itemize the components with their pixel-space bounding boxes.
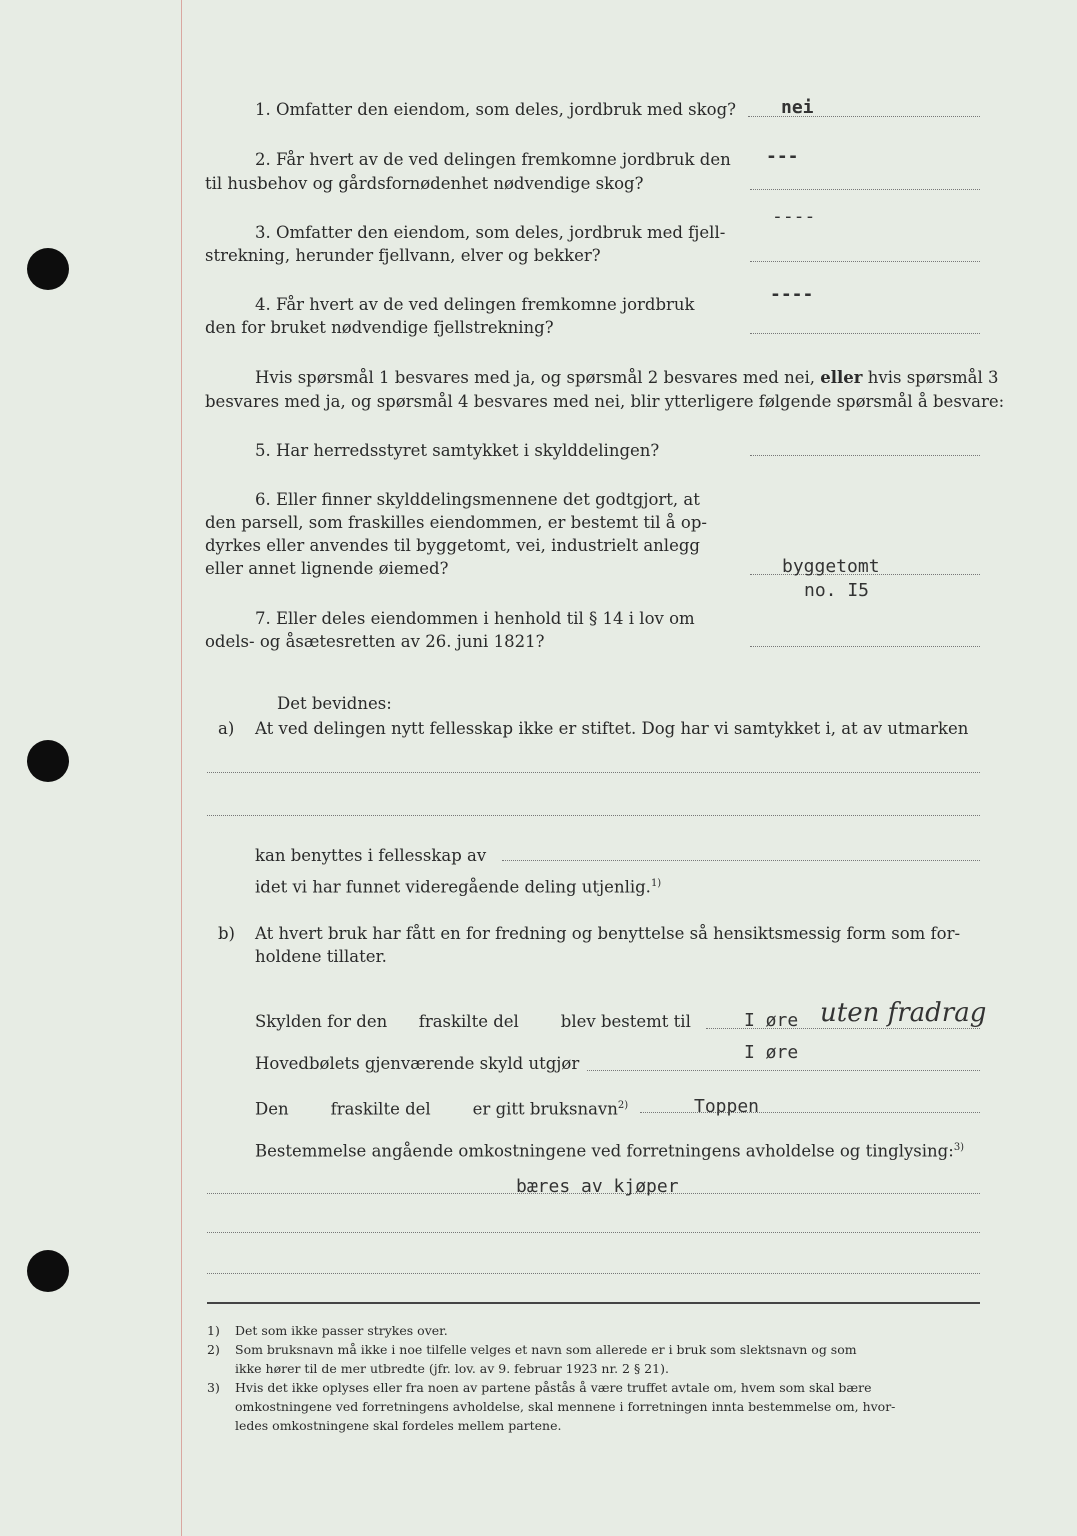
punch-hole <box>27 740 69 782</box>
question-6-line-4: eller annet lignende øiemed? <box>205 559 449 578</box>
fill-line <box>207 1273 980 1274</box>
footnote-2-mark: 2) <box>207 1342 220 1357</box>
question-5: 5. Har herredsstyret samtykket i skylddelingen? <box>255 441 660 460</box>
item-b-label: b) <box>218 924 235 943</box>
question-6-line-2: den parsell, som fraskilles eiendommen, er bestemt til å op- <box>205 513 707 532</box>
fill-line <box>587 1070 980 1071</box>
answer-4: ---- <box>770 284 814 305</box>
answer-2: --- <box>766 146 799 167</box>
question-3-line-1: 3. Omfatter den eiendom, som deles, jordbruk med fjell- <box>255 223 726 242</box>
answer-line <box>750 261 980 262</box>
footnote-2-line-2: ikke hører til de mer utbredte (jfr. lov. av 9. februar 1923 nr. 2 § 21). <box>235 1361 669 1376</box>
skyld-label: Skylden for den fraskilte del blev bestemt til <box>255 1012 691 1031</box>
answer-line <box>750 189 980 190</box>
item-a-label: a) <box>218 719 235 738</box>
hovedbol-value: I øre <box>744 1042 799 1063</box>
fill-line <box>207 1232 980 1233</box>
item-b-line-2: holdene tillater. <box>255 947 387 966</box>
fill-line <box>640 1112 980 1113</box>
bruksnavn-label: Den fraskilte del er gitt bruksnavn$^{2)}$ <box>255 1099 629 1119</box>
omkostning-label: Bestemmelse angående omkostningene ved forretningens avholdelse og tinglysing:$^{3)}$ <box>255 1141 965 1161</box>
footnote-1-mark: 1) <box>207 1323 220 1338</box>
answer-1: nei <box>781 97 814 118</box>
item-a-continuation-1: kan benyttes i fellesskap av <box>255 846 487 865</box>
question-4-line-1: 4. Får hvert av de ved delingen fremkomne jordbruk <box>255 295 695 314</box>
skyld-typed-value: I øre <box>744 1010 799 1031</box>
footnote-3-mark: 3) <box>207 1380 220 1395</box>
fill-line <box>207 815 980 816</box>
question-6-line-3: dyrkes eller anvendes til byggetomt, vei, industrielt anlegg <box>205 536 700 555</box>
question-7-line-2: odels- og åsætesretten av 26. juni 1821? <box>205 632 545 651</box>
skyld-handwritten-note: uten fradrag <box>820 998 987 1028</box>
footnote-divider <box>207 1302 980 1304</box>
question-1: 1. Omfatter den eiendom, som deles, jordbruk med skog? <box>255 100 736 119</box>
item-a-continuation-2: idet vi har funnet videregående deling utjenlig.$^{1)}$ <box>255 877 662 897</box>
question-7-line-1: 7. Eller deles eiendommen i henhold til § 14 i lov om <box>255 609 695 628</box>
item-a-text: At ved delingen nytt fellesskap ikke er stiftet. Dog har vi samtykket i, at av utmarken <box>255 719 969 738</box>
hovedbol-label: Hovedbølets gjenværende skyld utgjør <box>255 1054 580 1073</box>
answer-6-line-2: no. I5 <box>804 580 870 601</box>
item-b-line-1: At hvert bruk har fått en for fredning og benyttelse så hensiktsmessig form som for- <box>255 924 961 943</box>
condition-line-1: Hvis spørsmål 1 besvares med ja, og spørsmål 2 besvares med nei, eller hvis spørsmål 3 <box>255 368 999 387</box>
punch-hole <box>27 248 69 290</box>
question-6-line-1: 6. Eller finner skylddelingsmennene det godtgjort, at <box>255 490 700 509</box>
question-3-line-2: strekning, herunder fjellvann, elver og bekker? <box>205 246 601 265</box>
omkostning-value: bæres av kjøper <box>516 1176 679 1197</box>
answer-line <box>750 455 980 456</box>
answer-6-line-1: byggetomt <box>782 556 880 577</box>
bruksnavn-value: Toppen <box>694 1096 760 1117</box>
condition-line-2: besvares med ja, og spørsmål 4 besvares med nei, blir ytterligere følgende spørsmål å besvare: <box>205 392 1005 411</box>
question-4-line-2: den for bruket nødvendige fjellstrekning? <box>205 318 554 337</box>
margin-line <box>181 0 182 1536</box>
footnote-3-line-3: ledes omkostningene skal fordeles mellem partene. <box>235 1418 562 1433</box>
punch-hole <box>27 1250 69 1292</box>
footnote-3-line-2: omkostningene ved forretningens avholdelse, skal mennene i forretningen innta bestemmelse om, hvor- <box>235 1399 896 1414</box>
footnote-2-line-1: Som bruksnavn må ikke i noe tilfelle velges et navn som allerede er i bruk som slektsnavn og som <box>235 1342 857 1357</box>
question-2-line-1: 2. Får hvert av de ved delingen fremkomne jordbruk den <box>255 150 731 169</box>
footnote-1: Det som ikke passer strykes over. <box>235 1323 448 1338</box>
answer-line <box>750 646 980 647</box>
answer-line <box>750 333 980 334</box>
footnote-3-line-1: Hvis det ikke oplyses eller fra noen av partene påstås å være truffet avtale om, hvem som skal bære <box>235 1380 872 1395</box>
fill-line <box>502 860 980 861</box>
question-2-line-2: til husbehov og gårdsfornødenhet nødvendige skog? <box>205 174 644 193</box>
answer-3: ---- <box>772 206 816 227</box>
attestation-heading: Det bevidnes: <box>277 694 392 713</box>
fill-line <box>207 772 980 773</box>
